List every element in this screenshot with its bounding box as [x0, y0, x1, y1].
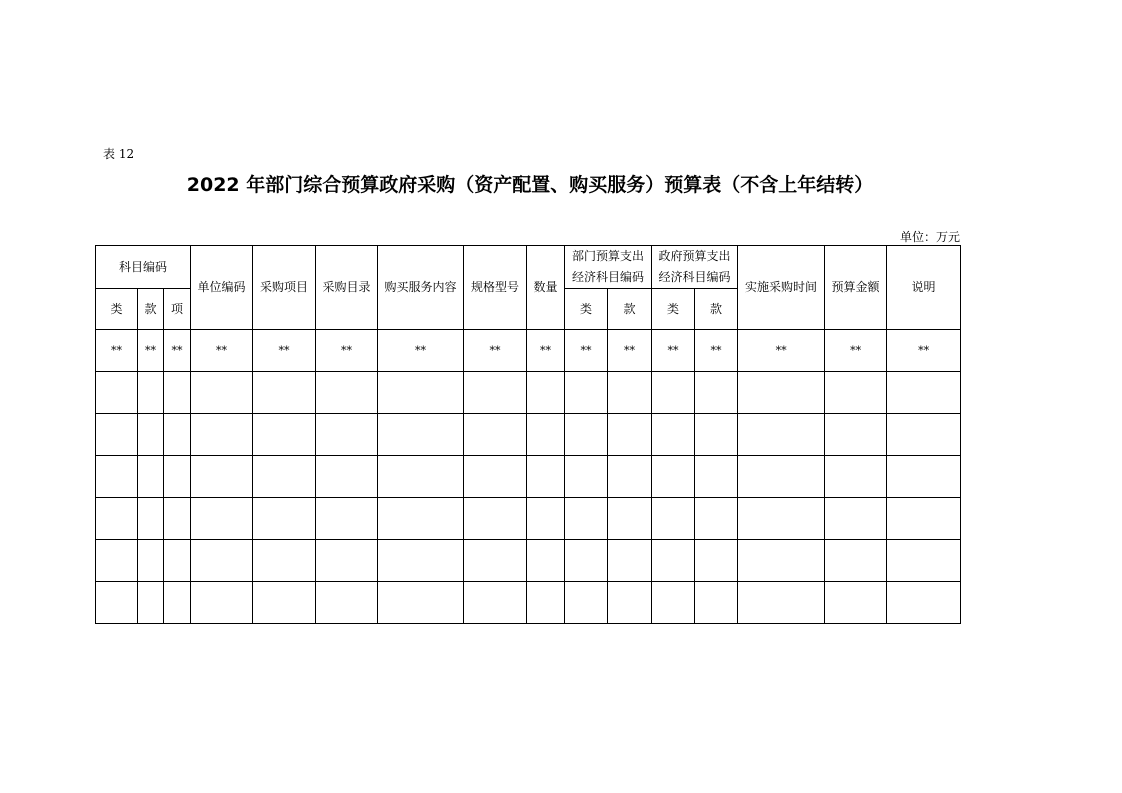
header-quantity: 数量 — [527, 246, 565, 330]
page-title: 2022 年部门综合预算政府采购（资产配置、购买服务）预算表（不含上年结转） — [186, 174, 874, 196]
header-gov-lei: 类 — [652, 289, 695, 330]
empty-row — [96, 582, 961, 624]
marker-cell: ** — [738, 330, 825, 372]
unit-label: 单位：万元 — [899, 230, 960, 244]
marker-cell: ** — [887, 330, 961, 372]
marker-row — [96, 330, 961, 372]
empty-row — [96, 414, 961, 456]
marker-cell: ** — [608, 330, 652, 372]
marker-cell: ** — [138, 330, 164, 372]
header-spec-model: 规格型号 — [464, 246, 527, 330]
header-dept-econ-line2: 经济科目编码 — [572, 270, 645, 284]
marker-cell: ** — [527, 330, 565, 372]
empty-row — [96, 540, 961, 582]
header-purchase-item: 采购项目 — [253, 246, 316, 330]
header-dept-lei: 类 — [565, 289, 608, 330]
table-number: 表 12 — [103, 147, 135, 161]
header-remark: 说明 — [887, 246, 961, 330]
empty-row — [96, 456, 961, 498]
marker-cell: ** — [164, 330, 191, 372]
marker-cell: ** — [464, 330, 527, 372]
header-gov-econ-line1: 政府预算支出 — [658, 249, 731, 263]
header-unit-code: 单位编码 — [191, 246, 253, 330]
header-gov-kuan: 款 — [695, 289, 738, 330]
marker-cell: ** — [825, 330, 887, 372]
empty-row — [96, 498, 961, 540]
marker-cell: ** — [191, 330, 253, 372]
budget-table — [95, 245, 961, 624]
header-impl-time: 实施采购时间 — [738, 246, 825, 330]
marker-cell: ** — [316, 330, 378, 372]
header-gov-econ-line2: 经济科目编码 — [658, 270, 731, 284]
header-gov-econ-code — [652, 246, 738, 289]
header-subject-code: 科目编码 — [96, 246, 191, 289]
header-row-top — [96, 246, 961, 289]
header-dept-econ-line1: 部门预算支出 — [572, 249, 645, 263]
header-budget-amount: 预算金额 — [825, 246, 887, 330]
header-lei: 类 — [96, 289, 138, 330]
header-service-content: 购买服务内容 — [378, 246, 464, 330]
marker-cell: ** — [96, 330, 138, 372]
header-dept-econ-code — [565, 246, 652, 289]
header-dept-kuan: 款 — [608, 289, 652, 330]
header-xiang: 项 — [164, 289, 191, 330]
marker-cell: ** — [378, 330, 464, 372]
empty-row — [96, 372, 961, 414]
marker-cell: ** — [565, 330, 608, 372]
header-kuan: 款 — [138, 289, 164, 330]
marker-cell: ** — [652, 330, 695, 372]
header-purchase-catalog: 采购目录 — [316, 246, 378, 330]
marker-cell: ** — [253, 330, 316, 372]
marker-cell: ** — [695, 330, 738, 372]
